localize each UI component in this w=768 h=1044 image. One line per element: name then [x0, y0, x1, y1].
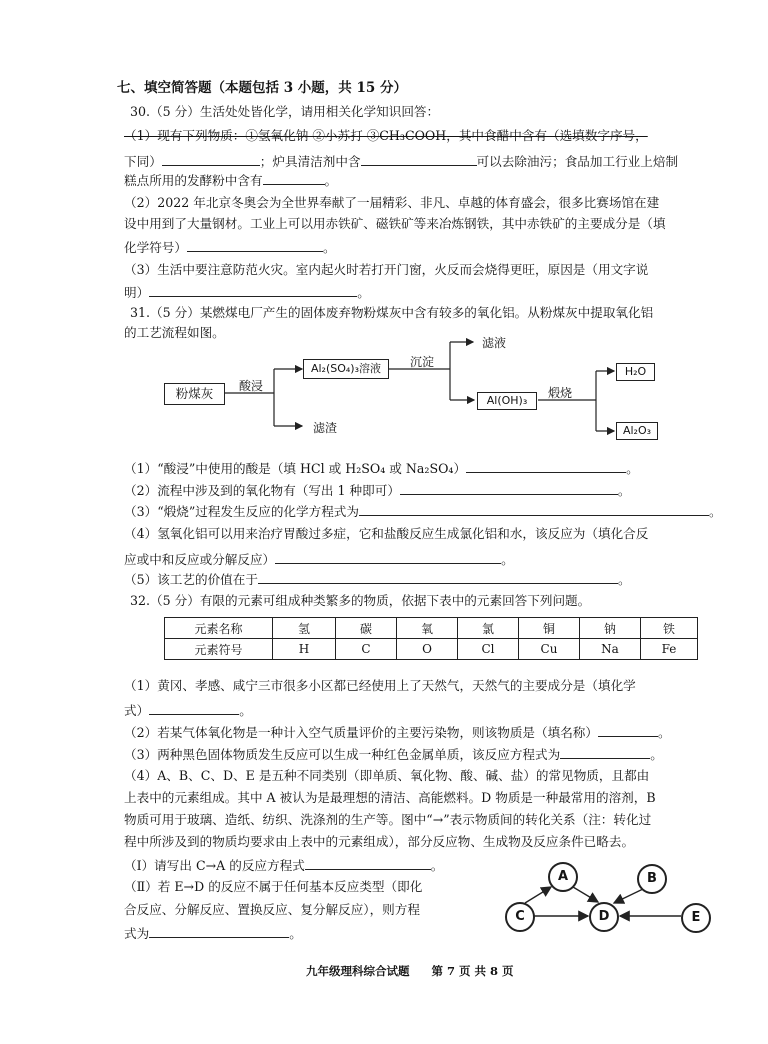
q32-part4-line1: （4）A、B、C、D、E 是五种不同类别（即单质、氧化物、酸、碱、盐）的常见物质，且都由 [124, 768, 650, 783]
table-cell: 氯 [458, 618, 519, 639]
q30-period1: 。 [324, 173, 338, 188]
node-b: B [637, 864, 667, 894]
q30-p2-text: 化学符号） [124, 240, 187, 255]
section-title: 七、填空简答题 [117, 80, 212, 96]
footer [306, 963, 514, 979]
q30-part1-line1: （1）现有下列物质：①氢氧化钠 ②小苏打 ③CH₃COOH，其中食醋中含有（选填数字序号， [124, 128, 648, 143]
flow-calcine-label: 煅烧 [548, 386, 573, 400]
q31-p5-text: （5）该工艺的价值在于 [124, 572, 258, 587]
flow-water-box: H₂O [616, 363, 655, 381]
q32-part1-line1: （1）黄冈、孝感、咸宁三市很多小区都已经使用上了天然气，天然气的主要成分是（填化学 [124, 678, 636, 693]
q30-stem: 30.（5 分）生活处处皆化学，请用相关化学知识回答： [130, 104, 440, 119]
q31-stem-line1: 31.（5 分）某燃煤电厂产生的固体废弃物粉煤灰中含有较多的氧化铝。从粉煤灰中提取氧化铝 [130, 305, 654, 320]
q32-sub2-line1: （Ⅱ）若 E→D 的反应不属于任何基本反应类型（即化 [124, 879, 423, 894]
q32-period1: 。 [239, 703, 252, 718]
q31-p2-text: （2）流程中涉及到的氧化物有（写出 1 种即可） [124, 483, 400, 498]
q30-period3: 。 [357, 285, 370, 300]
q31-period1: 。 [626, 461, 639, 476]
q30-part2-line1: （2）2022 年北京冬奥会为全世界奉献了一届精彩、非凡、卓越的体育盛会，很多比赛场馆在建 [124, 195, 660, 210]
table-cell: C [336, 639, 397, 660]
q31-period2: 。 [617, 483, 631, 498]
node-d: D [589, 902, 619, 932]
section-note: （本题包括 3 小题，共 15 分） [211, 80, 407, 96]
flow-hydroxide-box: Al(OH)₃ [477, 392, 537, 410]
q32-part4-line4: 程中所涉及到的物质均要求由上表中的元素组成），部分反应物、生成物及反应条件已略去。 [124, 834, 635, 849]
q32-sub2-line2: 合反应、分解反应、置换反应、复分解反应），则方程 [124, 902, 420, 917]
q32-p2-text: （2）若某气体氧化物是一种计入空气质量评价的主要污染物，则该物质是（填名称） [124, 725, 598, 740]
q31-period3: 。 [708, 504, 722, 519]
q30-p1-text2: ；炉具清洁剂中含 [259, 154, 361, 169]
q31-period5: 。 [617, 572, 631, 587]
flow-solution-box: Al₂(SO₄)₃溶液 [303, 359, 389, 379]
table-cell: 钠 [580, 618, 641, 639]
q32-part4-line2: 上表中的元素组成。其中 A 被认为是最理想的清洁、高能燃料。D 物质是一种最常用的溶剂，B [124, 790, 656, 805]
q31-p4-text: 应或中和反应或分解反应） [124, 552, 276, 567]
flow-start-box: 粉煤灰 [164, 383, 225, 405]
q32-p3-text: （3）两种黑色固体物质发生反应可以生成一种红色金属单质，该反应方程式为 [124, 747, 561, 762]
q32-p1-text: 式） [124, 703, 150, 718]
node-c: C [505, 902, 535, 932]
table-cell: 铁 [641, 618, 698, 639]
node-a: A [548, 862, 578, 892]
table-cell: 铜 [519, 618, 580, 639]
q31-p1-text: （1）“酸浸”中使用的酸是（填 HCl 或 H₂SO₄ 或 Na₂SO₄） [124, 461, 467, 476]
q32-period5: 。 [289, 926, 302, 941]
q31-part4-line1: （4）氢氧化铝可以用来治疗胃酸过多症，它和盐酸反应生成氯化铝和水，该反应为（填化合反 [124, 526, 649, 541]
q32-period4: 。 [430, 858, 444, 873]
table-cell: O [397, 639, 458, 660]
table-cell: H [273, 639, 336, 660]
table-cell: Cu [519, 639, 580, 660]
q31-p3-text: （3）“煅烧”过程发生反应的化学方程式为 [124, 504, 359, 519]
q30-p1-text4: 糕点所用的发酵粉中含有 [124, 173, 263, 188]
footer-page-number: 第 7 页 共 8 页 [431, 964, 514, 978]
q32-period3: 。 [650, 747, 663, 762]
q30-period2: 。 [322, 240, 336, 255]
table-cell: 氧 [397, 618, 458, 639]
table-cell: Na [580, 639, 641, 660]
q32-part4-line3: 物质可用于玻璃、造纸、纺织、洗涤剂的生产等。图中“→”表示物质间的转化关系（注：转化过 [124, 812, 652, 827]
footer-exam-title: 九年级理科综合试题 [306, 964, 410, 978]
table-cell: 氢 [273, 618, 336, 639]
flow-precipitate-label: 沉淀 [410, 355, 435, 369]
table-cell: Cl [458, 639, 519, 660]
table-header-name: 元素名称 [165, 618, 273, 639]
q30-p3-text: 明） [124, 285, 150, 300]
table-cell: 碳 [336, 618, 397, 639]
q30-p1-text3: 可以去除油污；食品加工行业上焙制 [476, 154, 679, 169]
table-cell: Fe [641, 639, 698, 660]
q30-part2-line2: 设中用到了大量钢材。工业上可以用赤铁矿、磁铁矿等来冶炼钢铁，其中赤铁矿的主要成分是（填 [124, 216, 666, 231]
q30-p1-text1: 下同） [124, 154, 162, 169]
q32-sub2-text: 式为 [124, 926, 150, 941]
q32-stem: 32.（5 分）有限的元素可组成种类繁多的物质，依据下表中的元素回答下列问题。 [130, 593, 591, 608]
node-e: E [681, 903, 711, 933]
flow-filtrate-label: 滤液 [482, 336, 507, 350]
q32-period2: 。 [657, 725, 671, 740]
table-header-symbol: 元素符号 [165, 639, 273, 660]
flow-oxide-box: Al₂O₃ [616, 422, 658, 440]
q30-part3-line1: （3）生活中要注意防范火灾。室内起火时若打开门窗，火反而会烧得更旺，原因是（用文字说 [124, 262, 649, 277]
flow-residue-label: 滤渣 [313, 421, 338, 435]
q31-period4: 。 [501, 552, 514, 567]
flow-acid-label: 酸浸 [239, 379, 264, 393]
q31-stem-line2: 的工艺流程如图。 [124, 325, 225, 340]
q32-sub1-text: （Ⅰ）请写出 C→A 的反应方程式 [124, 858, 305, 873]
